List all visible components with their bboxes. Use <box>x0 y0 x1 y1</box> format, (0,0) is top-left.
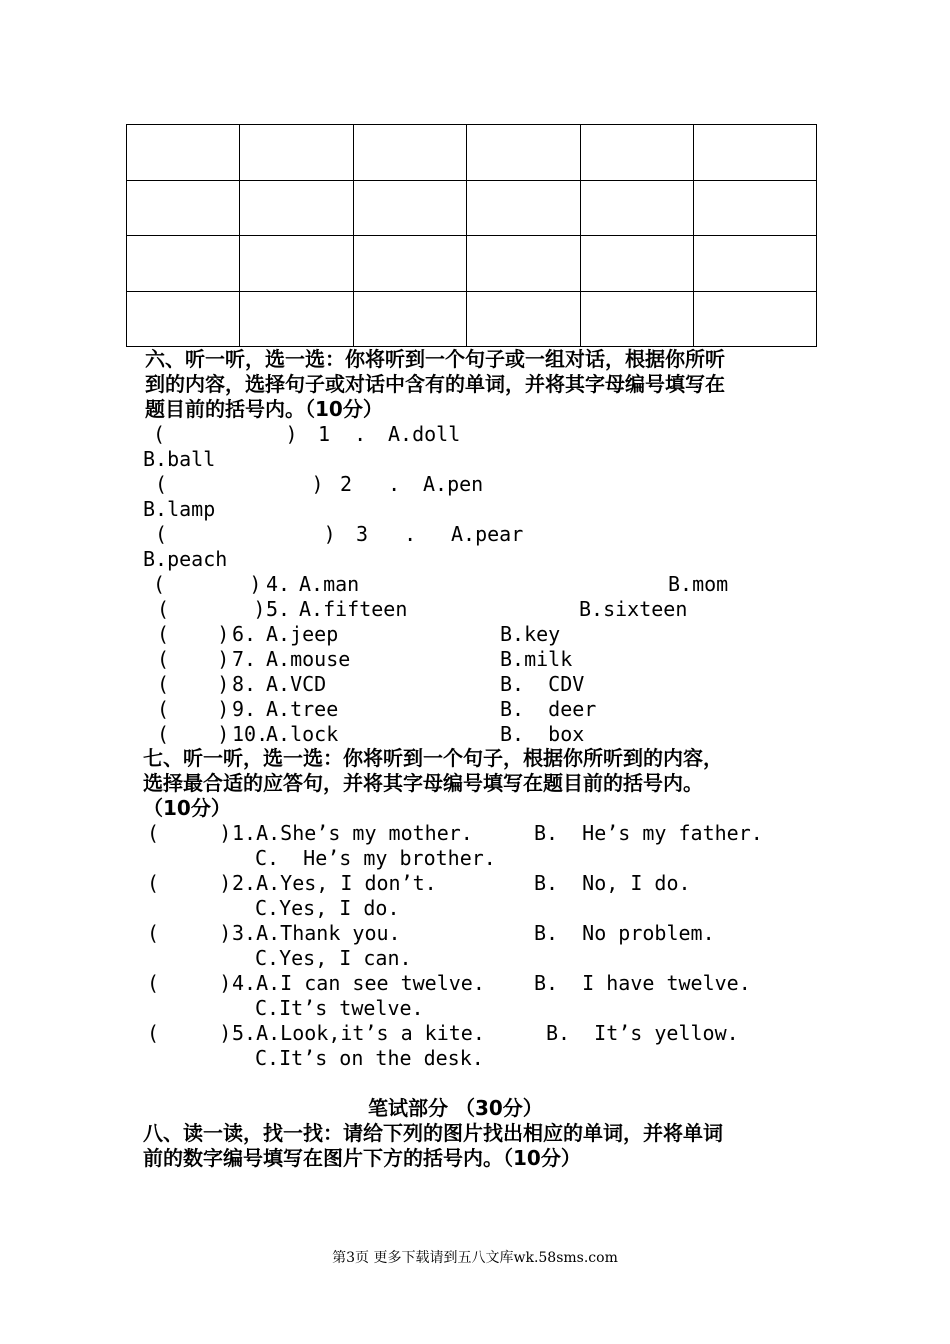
s7-q1-option-b: B. He’s my father. <box>534 821 763 845</box>
section7-instruction-line2: 选择最合适的应答句，并将其字母编号填写在题目前的括号内。 <box>143 771 703 795</box>
section6-instruction-line1: 六、听一听，选一选：你将听到一个句子或一组对话，根据你所听 <box>145 347 725 371</box>
s6-q8-option-b: B. CDV <box>500 672 585 696</box>
s6-q4-option-b: B.mom <box>668 572 729 596</box>
grid-cell <box>240 125 354 181</box>
section8-instruction-line1: 八、读一读，找一找：请给下列的图片找出相应的单词，并将单词 <box>143 1121 723 1145</box>
s6-q5-option-a: A.fifteen <box>299 597 408 621</box>
s6-q10-option-a: A.lock <box>266 722 339 746</box>
s6-q9-option-a: A.tree <box>266 697 339 721</box>
s6-q10-number: 10. <box>232 722 269 746</box>
s6-q3-number: 3 . <box>356 522 417 546</box>
s6-q3-option-b: B.peach <box>143 547 228 571</box>
page-footer: 第3页 更多下载请到五八文库wk.58sms.com <box>332 1250 618 1266</box>
grid-row <box>127 236 817 292</box>
s6-q1-paren: ( ) <box>153 422 298 446</box>
s7-q3-paren: ( ) <box>147 921 232 945</box>
s6-q3-option-a: A.pear <box>451 522 524 546</box>
grid-cell <box>694 236 817 292</box>
s6-q10-paren: ( ) <box>157 722 230 746</box>
s6-q9-number: 9. <box>232 697 257 721</box>
s6-q8-option-a: A.VCD <box>266 672 327 696</box>
written-part-title: 笔试部分 （30分） <box>368 1096 543 1120</box>
s7-q3-option-c: C.Yes, I can. <box>255 946 412 970</box>
grid-cell <box>581 180 694 236</box>
s6-q8-paren: ( ) <box>157 672 230 696</box>
grid-cell <box>127 125 240 181</box>
s6-q8-number: 8. <box>232 672 257 696</box>
s6-q5-number: 5. <box>266 597 291 621</box>
s6-q6-paren: ( ) <box>157 622 230 646</box>
grid-cell <box>467 125 581 181</box>
s7-q5-option-b: B. It’s yellow. <box>546 1021 739 1045</box>
s6-q10-option-b: B. box <box>500 722 585 746</box>
s7-q1-option-c: C. He’s my brother. <box>255 846 496 870</box>
grid-cell <box>354 236 467 292</box>
grid-cell <box>354 180 467 236</box>
s6-q2-paren: ( ) <box>155 472 324 496</box>
grid-cell <box>581 236 694 292</box>
s7-q5-option-a: 5.A.Look,it’s a kite. <box>232 1021 485 1045</box>
section7-instruction-line1: 七、听一听，选一选：你将听到一个句子，根据你所听到的内容， <box>143 746 723 770</box>
s6-q7-paren: ( ) <box>157 647 230 671</box>
grid-cell <box>354 125 467 181</box>
s6-q1-option-a: A.doll <box>388 422 461 446</box>
s7-q2-option-c: C.Yes, I do. <box>255 896 400 920</box>
s7-q2-option-b: B. No, I do. <box>534 871 691 895</box>
grid-cell <box>581 125 694 181</box>
s7-q5-option-c: C.It’s on the desk. <box>255 1046 484 1070</box>
s6-q6-number: 6. <box>232 622 257 646</box>
s7-q4-option-b: B. I have twelve. <box>534 971 751 995</box>
s7-q2-paren: ( ) <box>147 871 232 895</box>
grid-cell <box>240 236 354 292</box>
s6-q2-option-b: B.lamp <box>143 497 216 521</box>
s6-q5-option-b: B.sixteen <box>579 597 688 621</box>
s6-q9-paren: ( ) <box>157 697 230 721</box>
section8-instruction-line2: 前的数字编号填写在图片下方的括号内。（10分） <box>143 1146 581 1170</box>
s6-q2-option-a: A.pen <box>423 472 484 496</box>
s7-q3-option-a: 3.A.Thank you. <box>232 921 401 945</box>
section7-instruction-line3: （10分） <box>143 796 231 820</box>
grid-row <box>127 291 817 347</box>
s6-q1-option-b: B.ball <box>143 447 216 471</box>
s6-q1-number: 1 . <box>318 422 367 446</box>
s6-q6-option-a: A.jeep <box>266 622 339 646</box>
s6-q7-option-b: B.milk <box>500 647 573 671</box>
s6-q5-paren: ( ) <box>157 597 266 621</box>
s7-q3-option-b: B. No problem. <box>534 921 715 945</box>
s6-q2-number: 2 . <box>340 472 401 496</box>
grid-cell <box>467 291 581 347</box>
grid-cell <box>354 291 467 347</box>
s7-q1-paren: ( ) <box>147 821 232 845</box>
grid-row <box>127 180 817 236</box>
s7-q1-option-a: 1.A.She’s my mother. <box>232 821 473 845</box>
s7-q2-option-a: 2.A.Yes, I don’t. <box>232 871 437 895</box>
s7-q5-paren: ( ) <box>147 1021 232 1045</box>
grid-cell <box>127 236 240 292</box>
answer-grid <box>126 124 817 347</box>
grid-cell <box>127 180 240 236</box>
grid-cell <box>240 291 354 347</box>
grid-cell <box>581 291 694 347</box>
grid-row <box>127 125 817 181</box>
section6-instruction-line2: 到的内容，选择句子或对话中含有的单词，并将其字母编号填写在 <box>145 372 725 396</box>
s6-q3-paren: ( ) <box>155 522 336 546</box>
s7-q4-option-c: C.It’s twelve. <box>255 996 424 1020</box>
s6-q4-number: 4. <box>266 572 291 596</box>
grid-cell <box>694 125 817 181</box>
s6-q4-option-a: A.man <box>299 572 360 596</box>
grid-cell <box>467 180 581 236</box>
s7-q4-option-a: 4.A.I can see twelve. <box>232 971 485 995</box>
s6-q9-option-b: B. deer <box>500 697 597 721</box>
s6-q6-option-b: B.key <box>500 622 561 646</box>
s6-q7-number: 7. <box>232 647 257 671</box>
s7-q4-paren: ( ) <box>147 971 232 995</box>
grid-cell <box>127 291 240 347</box>
section6-instruction-line3: 题目前的括号内。（10分） <box>145 397 383 421</box>
grid-cell <box>694 291 817 347</box>
grid-cell <box>467 236 581 292</box>
grid-cell <box>694 180 817 236</box>
s6-q4-paren: ( ) <box>153 572 262 596</box>
s6-q7-option-a: A.mouse <box>266 647 351 671</box>
grid-cell <box>240 180 354 236</box>
